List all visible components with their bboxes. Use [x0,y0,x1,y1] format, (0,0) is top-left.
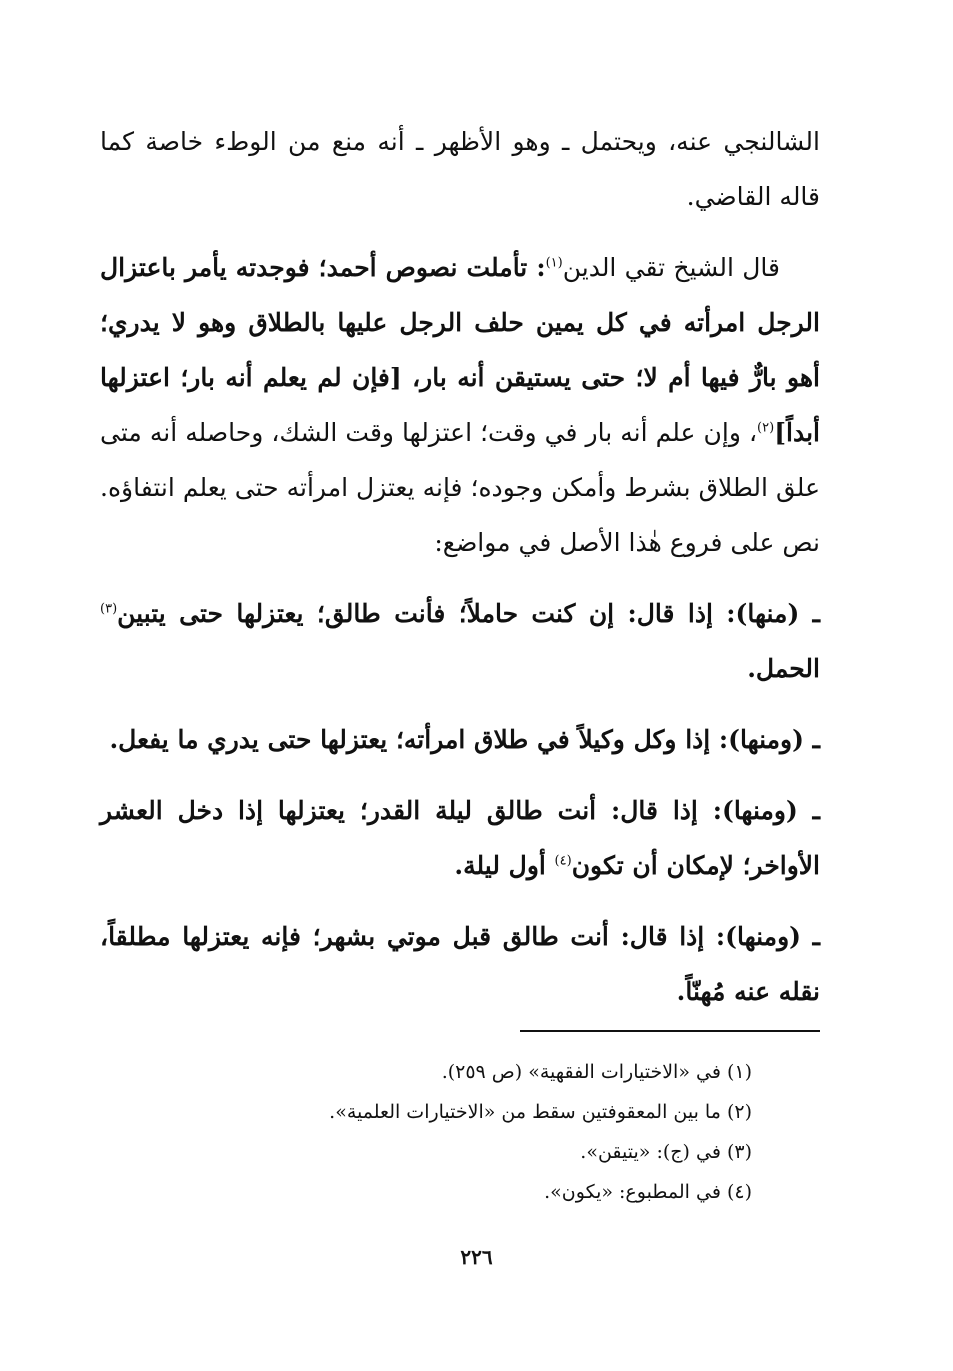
paragraph-2 [100,240,820,570]
paragraph-4-label: ـ (ومنها) [728,725,820,754]
paragraph-1 [100,114,820,224]
footnote-4: (٤) في المطبوع: «يكون». [544,1181,752,1203]
footnote-2: (٢) ما بين المعقوفتين سقط من «الاختيارات العلمية». [329,1101,752,1123]
footnote-ref-1: (١) [545,255,563,271]
paragraph-6-text: : إذا قال: أنت طالق قبل موتي بشهر؛ فإنه يعتزلها مطلقاً، نقله عنه مُهنّاً. [100,922,820,1006]
paragraph-4-text: : إذا وكل وكيلاً في طلاق امرأته؛ يعتزلها حتى يدري ما يفعل. [109,725,729,754]
footnote-ref-2: (٢) [757,420,775,436]
paragraph-5 [100,783,820,893]
paragraph-2-text-a: قال الشيخ تقي الدين [562,253,780,282]
paragraph-3 [100,586,820,696]
footnotes [300,1052,752,1212]
paragraph-3-text-a: : إذا قال: إن كنت حاملاً؛ فأنت طالق؛ يعتزلها حتى يتبين [117,599,736,628]
footnote-ref-3: (٣) [100,601,118,617]
paragraph-5-label: ـ (ومنها) [721,796,820,825]
paragraph-5-text-b: أول ليلة. [454,851,555,880]
page-number: ٢٢٦ [460,1245,493,1269]
paragraph-6 [100,909,820,1019]
paragraph-6-label: ـ (ومنها) [725,922,820,951]
footnote-ref-4: (٤) [554,853,572,869]
footnote-1: (١) في «الاختيارات الفقهية» (ص ٢٥٩). [441,1061,752,1083]
paragraph-1-text: الشالنجي عنه، ويحتمل ـ وهو الأظهر ـ أنه منع من الوطء خاصة كما قاله القاضي. [100,127,820,211]
paragraph-2-text-b: : تأملت نصوص أحمد؛ فوجدته يأمر باعتزال الرجل امرأته في كل يمين حلف الرجل عليها بالطلاق وهو لا يدري؛ أهو بارٌّ فيها أم لا؛ حتى يستيقن أنه بار، [فإن لم يعلم أنه بار؛ اعتزلها أبداً] [100,253,820,447]
paragraph-2-text-c: ، وإن علم أنه بار في وقت؛ اعتزلها وقت الشك، وحاصله أنه متى علق الطلاق بشرط وأمكن وجوده؛ فإنه يعتزل امرأته حتى يعلم انتفاؤه. نص على فروع هٰذا الأصل في مواضع: [100,418,820,557]
main-text [100,114,820,1035]
footnote-separator [520,1030,820,1032]
paragraph-5-text-a: : إذا قال: أنت طالق ليلة القدر؛ يعتزلها إذا دخل العشر الأواخر؛ لإمكان أن تكون [100,796,820,880]
footnote-3: (٣) في (ج): «يتيقن». [580,1141,752,1163]
paragraph-3-label: ـ (منها) [735,599,821,628]
paragraph-3-text-b: الحمل. [747,654,820,683]
paragraph-4 [100,712,820,767]
